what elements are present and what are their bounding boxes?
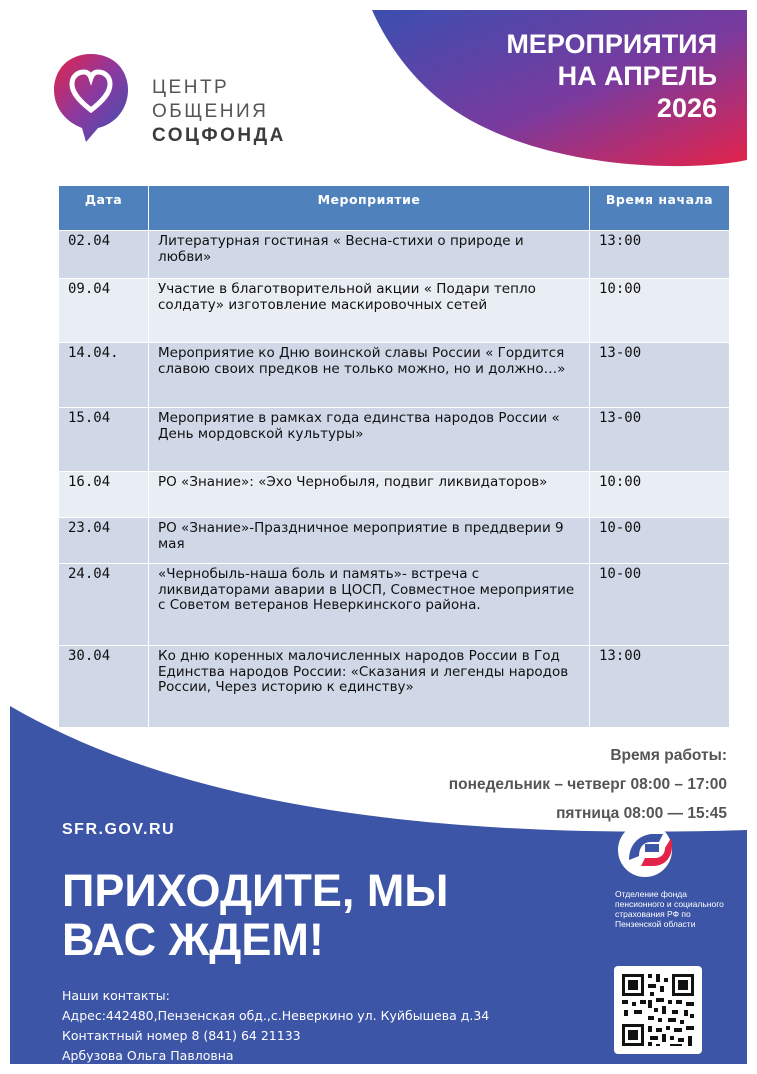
cell-event: РО «Знание»-Праздничное мероприятие в преддверии 9 мая (149, 518, 590, 564)
cell-time: 10:00 (590, 472, 730, 518)
cta-line2: ВАС ЖДЕМ! (62, 914, 324, 965)
center-name-line2: ОБЩЕНИЯ (152, 101, 269, 122)
sfr-logo-icon (615, 820, 683, 880)
cell-time: 10:00 (590, 279, 730, 343)
title-line2: НА АПРЕЛЬ (557, 61, 717, 91)
call-to-action (62, 866, 448, 964)
sfr-branch-name: Отделение фонда пенсионного и социального страхования РФ по Пензенской области (615, 889, 724, 929)
table-row (59, 564, 730, 646)
cell-date: 16.04 (59, 472, 149, 518)
working-hours (449, 741, 727, 828)
heart-speech-bubble-icon (50, 48, 132, 144)
page-title (506, 28, 717, 124)
table-row (59, 231, 730, 279)
cell-date: 14.04. (59, 343, 149, 408)
cell-time: 10-00 (590, 564, 730, 646)
cell-date: 09.04 (59, 279, 149, 343)
contacts-address: Адрес:442480,Пензенская обд.,с.Неверкино ул. Куйбышева д.34 (62, 1008, 490, 1023)
cell-event: Участие в благотворительной акции « Подари тепло солдату» изготовление маскировочных сетей (149, 279, 590, 343)
contacts-phone: Контактный номер 8 (841) 64 21133 (62, 1028, 301, 1043)
header-time: Время начала (590, 186, 730, 231)
cell-event: Мероприятие ко Дню воинской славы России « Гордится славою своих предков не только можно, но и должно…» (149, 343, 590, 408)
hours-label: Время работы: (610, 747, 727, 764)
cell-event: РО «Знание»: «Эхо Чернобыля, подвиг ликвидаторов» (149, 472, 590, 518)
qr-code (614, 966, 702, 1054)
contacts-heading: Наши контакты: (62, 988, 170, 1003)
center-name-line3: СОЦФОНДА (152, 125, 286, 146)
schedule-table (58, 185, 730, 728)
cta-line1: ПРИХОДИТЕ, МЫ (62, 865, 449, 916)
table-row (59, 518, 730, 564)
table-row (59, 343, 730, 408)
center-name-line1: ЦЕНТР (152, 77, 230, 98)
center-name (152, 76, 286, 148)
cell-time: 13:00 (590, 231, 730, 279)
contacts-person: Арбузова Ольга Павловна (62, 1048, 234, 1063)
hours-weekdays: понедельник – четверг 08:00 – 17:00 (448, 776, 727, 793)
table-row (59, 279, 730, 343)
cell-time: 10-00 (590, 518, 730, 564)
header-event: Мероприятие (149, 186, 590, 231)
cell-time: 13:00 (590, 646, 730, 728)
table-row (59, 408, 730, 472)
cell-date: 02.04 (59, 231, 149, 279)
table-header-row (59, 186, 730, 231)
qr-code-icon (614, 966, 702, 1054)
cell-event: Литературная гостиная « Весна-стихи о природе и любви» (149, 231, 590, 279)
table-row (59, 646, 730, 728)
table-row (59, 472, 730, 518)
cell-event: Ко дню коренных малочисленных народов России в Год Единства народов России: «Сказания и легенды народов России, Через историю к единству» (149, 646, 590, 728)
contacts (62, 986, 489, 1066)
cell-date: 24.04 (59, 564, 149, 646)
cell-date: 30.04 (59, 646, 149, 728)
cell-date: 15.04 (59, 408, 149, 472)
site-link[interactable]: SFR.GOV.RU (62, 821, 176, 838)
cell-date: 23.04 (59, 518, 149, 564)
cell-event: «Чернобыль-наша боль и память»- встреча с ликвидаторами аварии в ЦОСП, Совместное мероприятие с Советом ветеранов Неверкинского района. (149, 564, 590, 646)
cell-time: 13-00 (590, 343, 730, 408)
cell-time: 13-00 (590, 408, 730, 472)
title-line1: МЕРОПРИЯТИЯ (506, 29, 717, 59)
cell-event: Мероприятие в рамках года единства народов России « День мордовской культуры» (149, 408, 590, 472)
title-line3: 2026 (656, 93, 717, 123)
hours-friday: пятница 08:00 — 15:45 (556, 805, 727, 822)
header-date: Дата (59, 186, 149, 231)
